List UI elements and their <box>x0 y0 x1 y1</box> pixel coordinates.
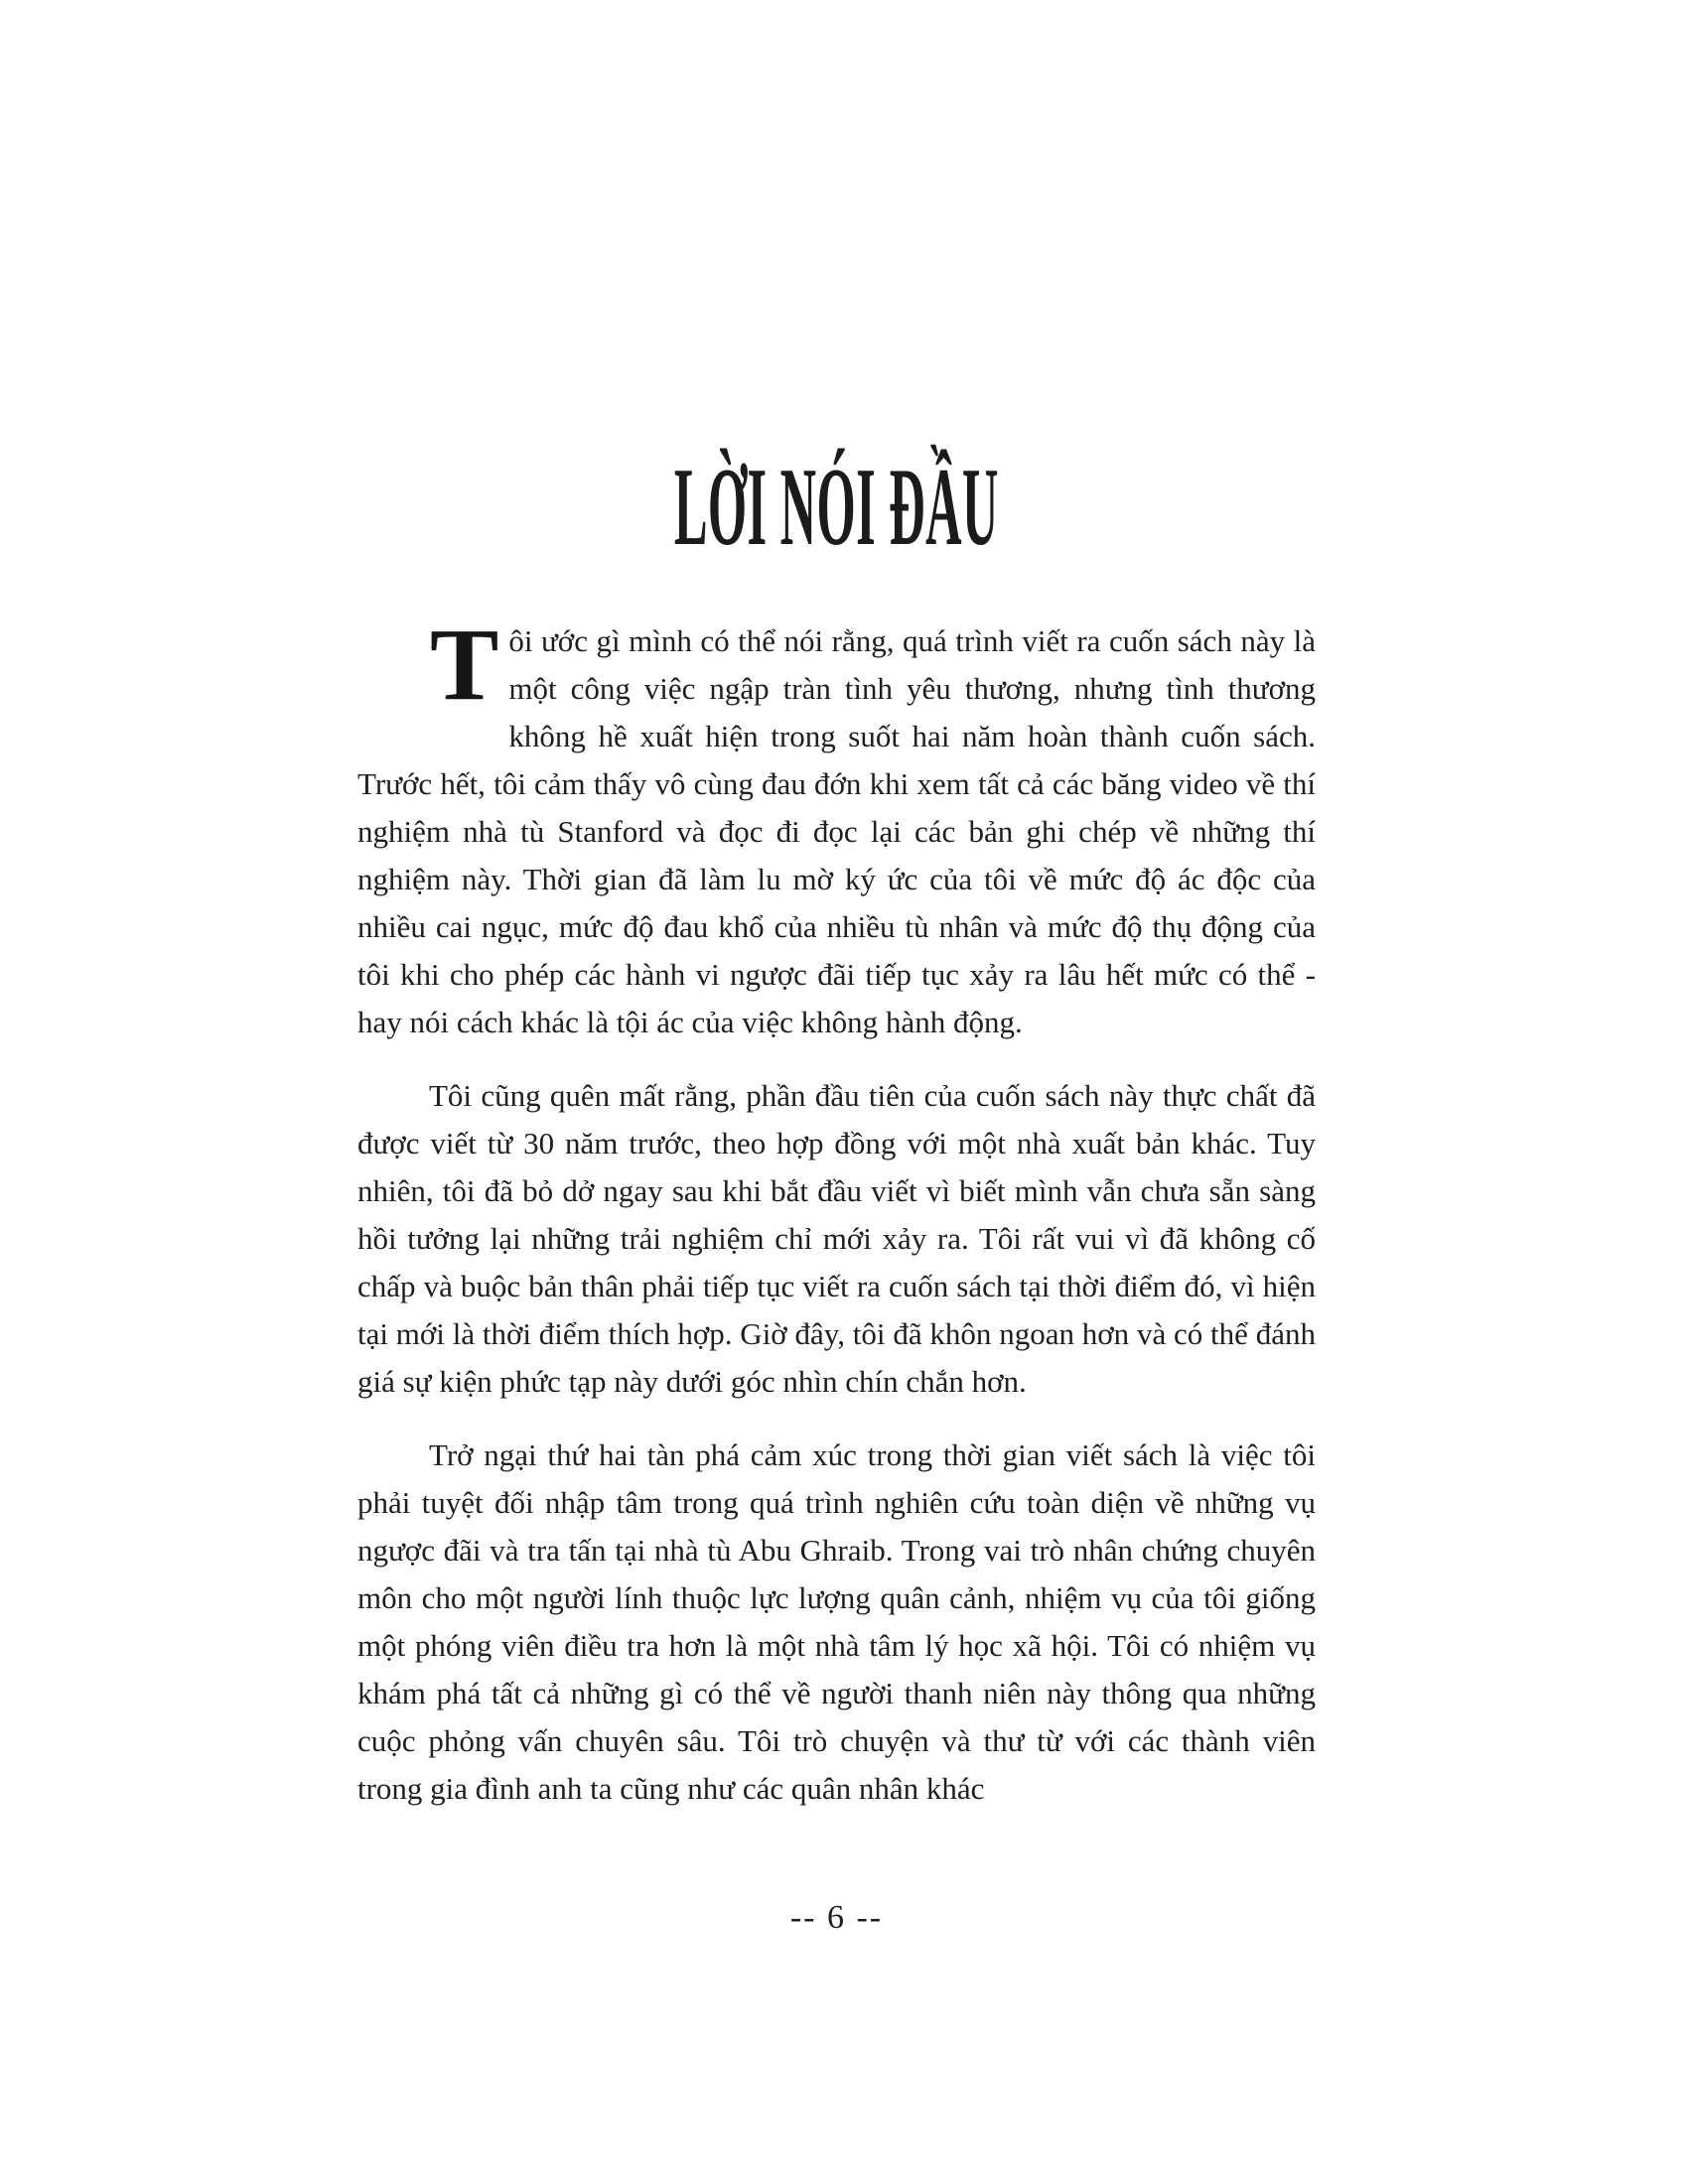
paragraph-2: Tôi cũng quên mất rằng, phần đầu tiên của cuốn sách này thực chất đã được viết từ 30 năm trước, theo hợp đồng với một nhà xuất bản khác. Tuy nhiên, tôi đã bỏ dở ngay sau khi bắt đầu viết vì biết mình vẫn chưa sẵn sàng hồi tưởng lại những trải nghiệm chỉ mới xảy ra. Tôi rất vui vì đã không cố chấp và buộc bản thân phải tiếp tục viết ra cuốn sách tại thời điểm đó, vì hiện tại mới là thời điểm thích hợp. Giờ đây, tôi đã khôn ngoan hơn và có thể đánh giá sự kiện phức tạp này dưới góc nhìn chín chắn hơn. <box>357 1078 1316 1399</box>
paragraph-3: Trở ngại thứ hai tàn phá cảm xúc trong thời gian viết sách là việc tôi phải tuyệt đối nhập tâm trong quá trình nghiên cứu toàn diện về những vụ ngược đãi và tra tấn tại nhà tù Abu Ghraib. Trong vai trò nhân chứng chuyên môn cho một người lính thuộc lực lượng quân cảnh, nhiệm vụ của tôi giống một phóng viên điều tra hơn là một nhà tâm lý học xã hội. Tôi có nhiệm vụ khám phá tất cả những gì có thể về người thanh niên này thông qua những cuộc phỏng vấn chuyên sâu. Tôi trò chuyện và thư từ với các thành viên trong gia đình anh ta cũng như các quân nhân khác <box>357 1437 1316 1806</box>
page-number: -- 6 -- <box>789 1899 884 1936</box>
paragraph-1-text: ôi ước gì mình có thể nói rằng, quá trình viết ra cuốn sách này là một công việc ngập tràn tình yêu thương, nhưng tình thương không hề xuất hiện trong suốt hai năm hoàn thành cuốn sách. Trước hết, tôi cảm thấy vô cùng đau đớn khi xem tất cả các băng video về thí nghiệm nhà tù Stanford và đọc đi đọc lại các bản ghi chép về những thí nghiệm này. Thời gian đã làm lu mờ ký ức của tôi về mức độ ác độc của nhiều cai ngục, mức độ đau khổ của nhiều tù nhân và mức độ thụ động của tôi khi cho phép các hành vi ngược đãi tiếp tục xảy ra lâu hết mức có thể - hay nói cách khác là tội ác của việc không hành động. <box>357 623 1316 1039</box>
page-title <box>357 446 1316 569</box>
page-title-text: LỜI NÓI ĐẦU <box>673 446 999 569</box>
text-body <box>357 608 1316 1839</box>
paragraph-1 <box>357 608 1316 1046</box>
drop-cap: T <box>430 608 499 722</box>
